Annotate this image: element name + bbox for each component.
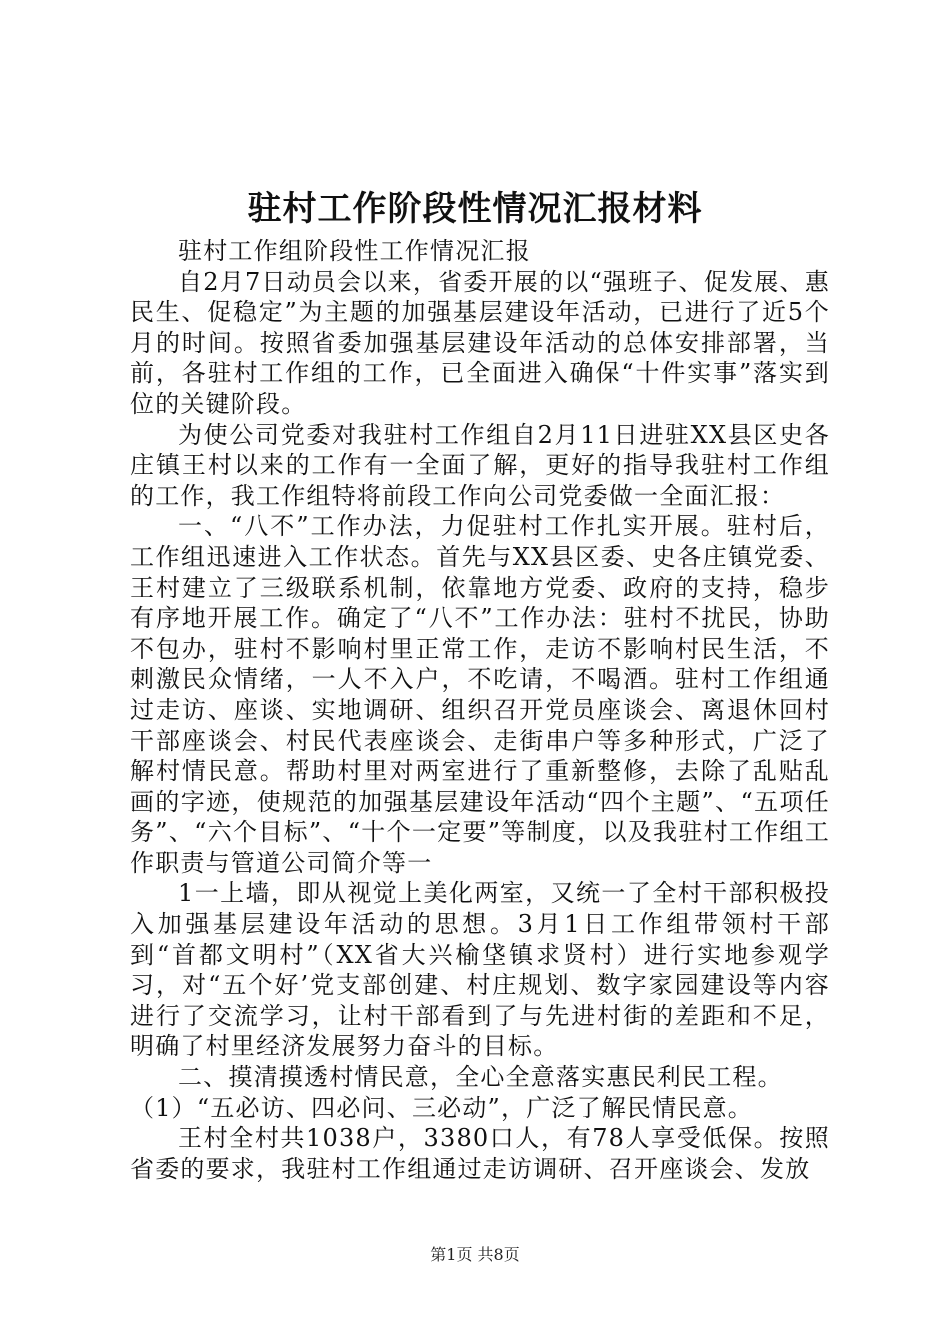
document-body [130, 236, 830, 1184]
paragraph-section-one-continued: 1一上墙，即从视觉上美化两室，又统一了全村干部积极投入加强基层建设年活动的思想。3月1日工作组带领村干部到“首都文明村”（XX省大兴榆垡镇求贤村）进行实地参观学习，对“五个好’党支部创建、村庄规划、数字家园建设等内容进行了交流学习，让村干部看到了与先进村街的差距和不足，明确了村里经济发展努力奋斗的目标。 [130, 879, 830, 1061]
subsection-heading-1: （1）“五必访、四必问、三必动”，广泛了解民情民意。 [130, 1093, 754, 1122]
paragraph-purpose: 为使公司党委对我驻村工作组自2月11日进驻XX县区史各庄镇王村以来的工作有一全面了解，更好的指导我驻村工作组的工作，我工作组特将前段工作向公司党委做一全面汇报： [130, 420, 830, 510]
section-two-heading: 二、摸清摸透村情民意，全心全意落实惠民利民工程。 [178, 1063, 783, 1092]
report-subtitle: 驻村工作组阶段性工作情况汇报 [178, 237, 531, 265]
paragraph-section-one: 一、“八不”工作办法，力促驻村工作扎实开展。驻村后，工作组迅速进入工作状态。首先与XX县区委、史各庄镇党委、王村建立了三级联系机制，依靠地方党委、政府的支持，稳步有序地开展工作。确定了“八不”工作办法：驻村不扰民，协助不包办，驻村不影响村里正常工作，走访不影响村民生活，不刺激民众情绪，一人不入户，不吃请，不喝酒。驻村工作组通过走访、座谈、实地调研、组织召开党员座谈会、离退休回村干部座谈会、村民代表座谈会、走街串户等多种形式，广泛了解村情民意。帮助村里对两室进行了重新整修，去除了乱贴乱画的字迹，使规范的加强基层建设年活动“四个主题”、“五项任务”、“六个目标”、“十个一定要”等制度，以及我驻村工作组工作职责与管道公司简介等一 [130, 512, 830, 877]
document-title: 驻村工作阶段性情况汇报材料 [247, 189, 703, 229]
paragraph-village-stats: 王村全村共1038户，3380口人，有78人享受低保。按照省委的要求，我驻村工作组通过走访调研、召开座谈会、发放 [130, 1124, 830, 1183]
paragraph-intro: 自2月7日动员会以来，省委开展的以“强班子、促发展、惠民生、促稳定”为主题的加强基层建设年活动，已进行了近5个月的时间。按照省委加强基层建设年活动的总体安排部署，当前，各驻村工作组的工作，已全面进入确保“十件实事”落实到位的关键阶段。 [130, 267, 830, 418]
page-number-footer: 第1页 共8页 [430, 1245, 520, 1264]
